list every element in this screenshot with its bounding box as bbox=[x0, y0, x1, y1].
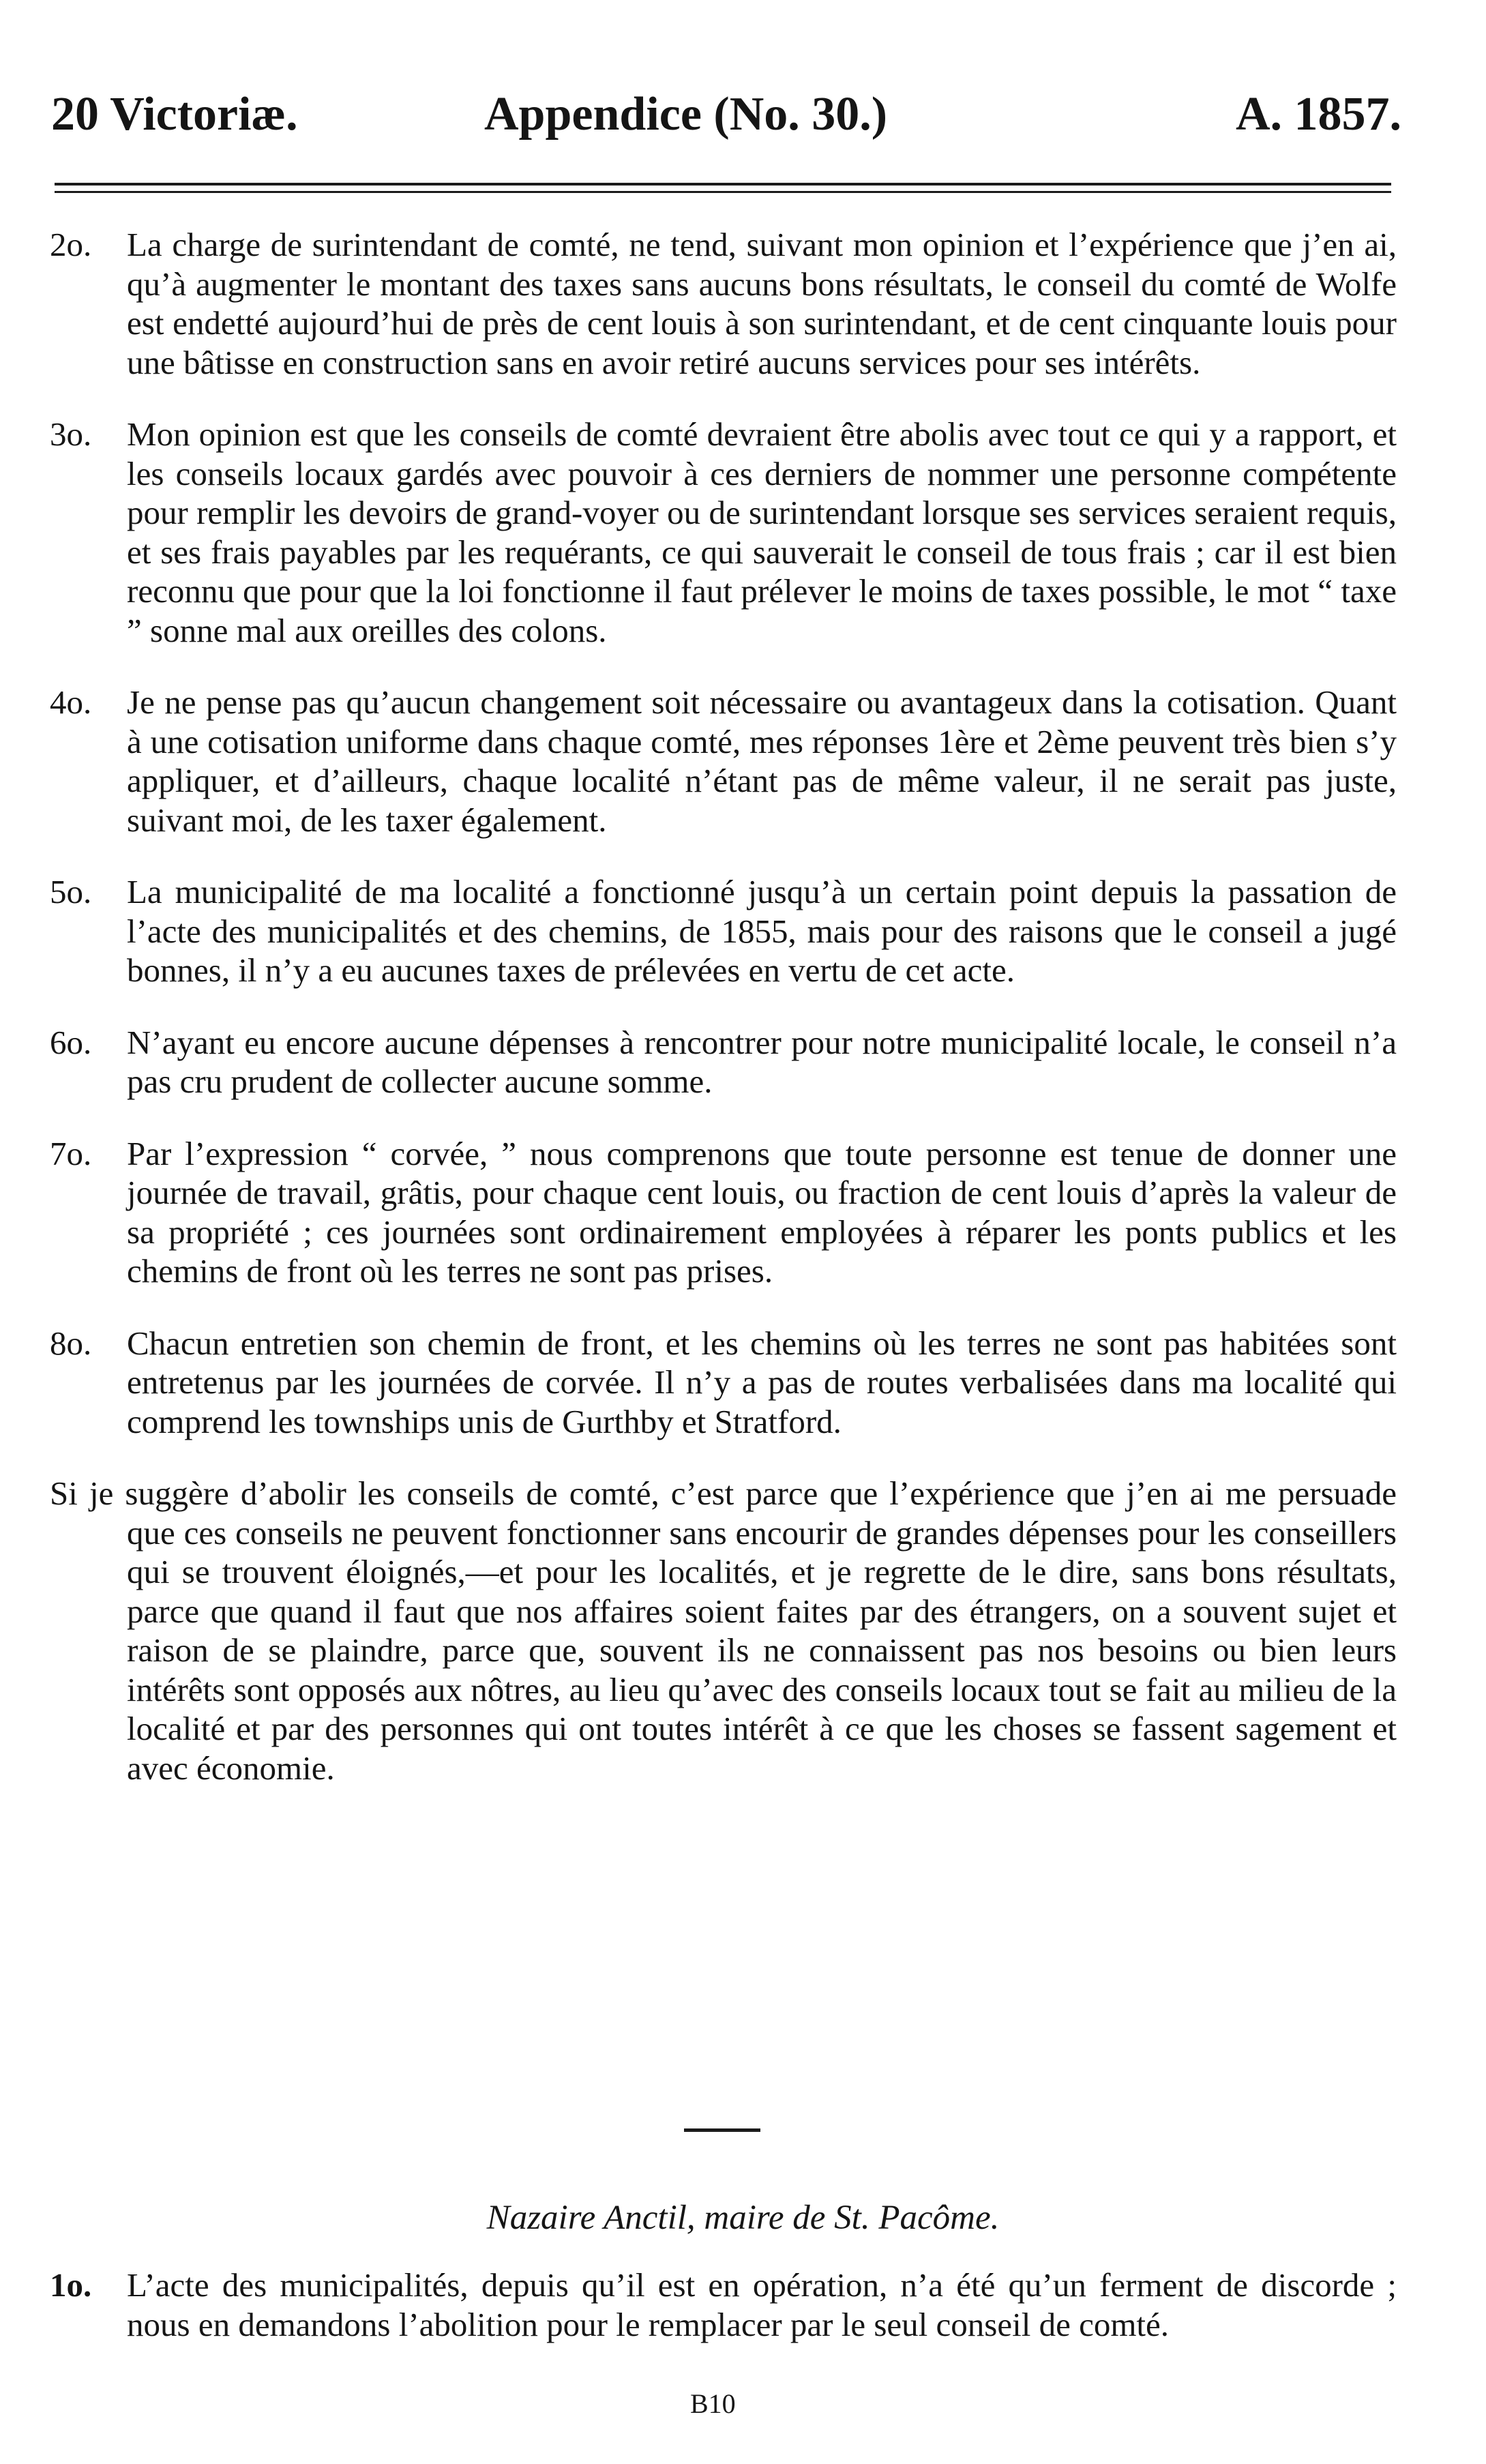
paragraph-number: 5o. bbox=[50, 873, 92, 910]
paragraph-text: Par l’expression “ corvée, ” nous comprenons que toute personne est tenue de donner une journée de travail, grâtis, pour chaque cent louis, ou fraction de cent louis d’après la valeur de sa propriété ; ces journées sont ordinairement employées à réparer les ponts publics et les chemins de front où les terres ne sont pas prises. bbox=[127, 1134, 1397, 1290]
section-divider bbox=[684, 2128, 760, 2132]
header-session: 20 Victoriæ. bbox=[51, 88, 298, 140]
paragraph-3 bbox=[50, 415, 1397, 650]
paragraph-1-anctil bbox=[50, 2266, 1397, 2344]
paragraph-number: 6o. bbox=[50, 1023, 92, 1061]
paragraph-6 bbox=[50, 1023, 1397, 1101]
paragraph-text: Mon opinion est que les conseils de comté devraient être abolis avec tout ce qui y a rapport, et les conseils locaux gardés avec pouvoir à ces derniers de nommer une personne compétente pour remplir les devoirs de grand-voyer ou de surintendant lorsque ses services seraient requis, et ses frais payables par les requérants, ce qui sauverait le conseil de tous frais ; car il est bien reconnu que pour que la loi fonctionne il faut prélever le moins de taxes possible, le mot “ taxe ” sonne mal aux oreilles des colons. bbox=[127, 415, 1397, 649]
signatory-title: maire de St. Pacôme. bbox=[704, 2199, 1000, 2237]
signature-mark: B10 bbox=[690, 2388, 736, 2419]
paragraph-7 bbox=[50, 1134, 1397, 1291]
paragraph-text: N’ayant eu encore aucune dépenses à rencontrer pour notre municipalité locale, le conseil n’a pas cru prudent de collecter aucune somme. bbox=[127, 1023, 1397, 1100]
paragraph-text: La charge de surintendant de comté, ne tend, suivant mon opinion et l’expérience que j’en ai, qu’à augmenter le montant des taxes sans aucuns bons résultats, le conseil du comté de Wolfe est endetté aujourd’hui de près de cent louis à son surintendant, et de cent cinquante louis pour une bâtisse en construction sans en avoir retiré aucuns services pour ses intérêts. bbox=[127, 226, 1397, 381]
signature-line bbox=[0, 2197, 1486, 2238]
paragraph-number: 7o. bbox=[50, 1134, 92, 1172]
paragraph-text: je suggère d’abolir les conseils de comté, c’est parce que l’expérience que j’en ai me persuade que ces conseils ne peuvent fonctionner sans encourir de grandes dépenses pour les conseillers qui se trouvent éloignés,—et pour les localités, et je regrette de le dire, sans bons résultats, parce que quand il faut que nos affaires soient faites par des étrangers, on a souvent sujet et raison de se plaindre, parce que, souvent ils ne connaissent pas nos besoins ou bien leurs intérêts sont opposés aux nôtres, au lieu qu’avec des conseils locaux tout se fait au milieu de la localité et par des personnes qui ont toutes intérêt à ce que les choses se fassent sagement et avec économie. bbox=[89, 1474, 1397, 1787]
header-rule-top bbox=[55, 183, 1391, 185]
paragraph-number: 1o. bbox=[50, 2266, 92, 2304]
header-year: A. 1857. bbox=[1235, 88, 1401, 140]
paragraph-text: La municipalité de ma localité a fonctionné jusqu’à un certain point depuis la passation de l’acte des municipalités et des chemins, de 1855, mais pour des raisons que le conseil a jugé bonnes, il n’y a eu aucunes taxes de prélevées en vertu de cet acte. bbox=[127, 873, 1397, 989]
paragraph-8 bbox=[50, 1324, 1397, 1442]
paragraph-conclusion bbox=[50, 1474, 1397, 1787]
paragraph-number: 4o. bbox=[50, 683, 92, 721]
main-text bbox=[50, 225, 1397, 1820]
paragraph-4 bbox=[50, 683, 1397, 840]
paragraph-2 bbox=[50, 225, 1397, 382]
paragraph-text: Je ne pense pas qu’aucun changement soit nécessaire ou avantageux dans la cotisation. Quant à une cotisation uniforme dans chaque comté, mes réponses 1ère et 2ème peuvent très bien s’y appliquer, et d’ailleurs, chaque localité n’étant pas de même valeur, il ne serait pas juste, suivant moi, de les taxer également. bbox=[127, 683, 1397, 839]
paragraph-text: Chacun entretien son chemin de front, et les chemins où les terres ne sont pas habitées sont entretenus par les journées de corvée. Il n’y a pas de routes verbalisées dans ma localité qui comprend les townships unis de Gurthby et Stratford. bbox=[127, 1324, 1397, 1440]
paragraph-5 bbox=[50, 872, 1397, 990]
paragraph-number: 3o. bbox=[50, 415, 92, 453]
header-appendix: Appendice (No. 30.) bbox=[484, 88, 888, 140]
paragraph-number: 8o. bbox=[50, 1324, 92, 1362]
paragraph-lead-word: Si bbox=[50, 1474, 78, 1512]
paragraph-number: 2o. bbox=[50, 226, 92, 263]
signatory-name: Nazaire Anctil, bbox=[486, 2199, 696, 2237]
page-header bbox=[51, 80, 1401, 149]
header-rule-bottom bbox=[55, 191, 1391, 193]
paragraph-text: L’acte des municipalités, depuis qu’il est en opération, n’a été qu’un ferment de discorde ; nous en demandons l’abolition pour le remplacer par le seul conseil de comté. bbox=[127, 2266, 1397, 2343]
